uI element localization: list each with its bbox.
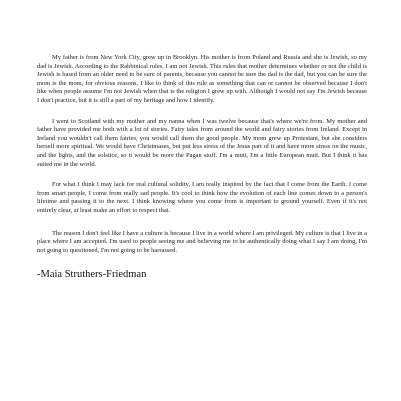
paragraph-father-heritage: My father is from New York City, grew up in Brooklyn. His mother is from Poland and Russia and she is Jewish, so my dad is Jewish. According to the Rabbinical rules, I am not Jewish. This rules that mother determines whether or not the child is Jewish is based from an older need to be sure of parents, because you cannot be sure the dad is the dad, but you can be sure the mom is the mom, for obvious reasons. I like to think of this rule as something that can or cannot be observed because I don't like when people assume I'm not Jewish when that is the religion I grew up with. Although I would not say I'm Jewish because I don't practice, but it is still a part of my heritage and how I identify. (37, 54, 367, 104)
document-body (37, 54, 367, 281)
paragraph-privilege: The reason I don't feel like I have a culture is because I live in a world where I am privileged. My culture is that I live in a place where I am accepted. I'm used to people seeing me and believing me to be authentically doing what I say I am doing, I'm not going to questioned, I'm not going to be harrassed. (37, 229, 367, 254)
paragraph-cultural-solidity: For what I think I may lack for real cultural solidity, I am really inspired by the fact that I come from the Earth. I come from smart people, I come from really sad people. It's cool to think how the evolution of each line comes down to a person's lifetime and passing it to the next. I think knowing where you come from is important to ground yourself. Even if it's not entirely clear, at least make an effort to respect that. (37, 181, 367, 214)
paragraph-scotland-stories: I went to Scotland with my mother and my nanna when I was twelve because that's where we're from. My mother and father have provided me both with a lot of stories. Fairy tales from around the world and fairy stories from Ireland. Except in Ireland you wouldn't call them fairies, you would call them the good people. My mom grew up Protestant, but she considers herself more spiritual. We would have Christmases, but put less stress of the Jesus part of it and have more stress on the music, and the lights, and the solstice, so it would be more the Pagan stuff. I'm a mutt, I'm a little European mutt. But I think it has suited me in the world. (37, 117, 367, 168)
author-signature: -Maia Struthers-Friedman (37, 269, 147, 281)
